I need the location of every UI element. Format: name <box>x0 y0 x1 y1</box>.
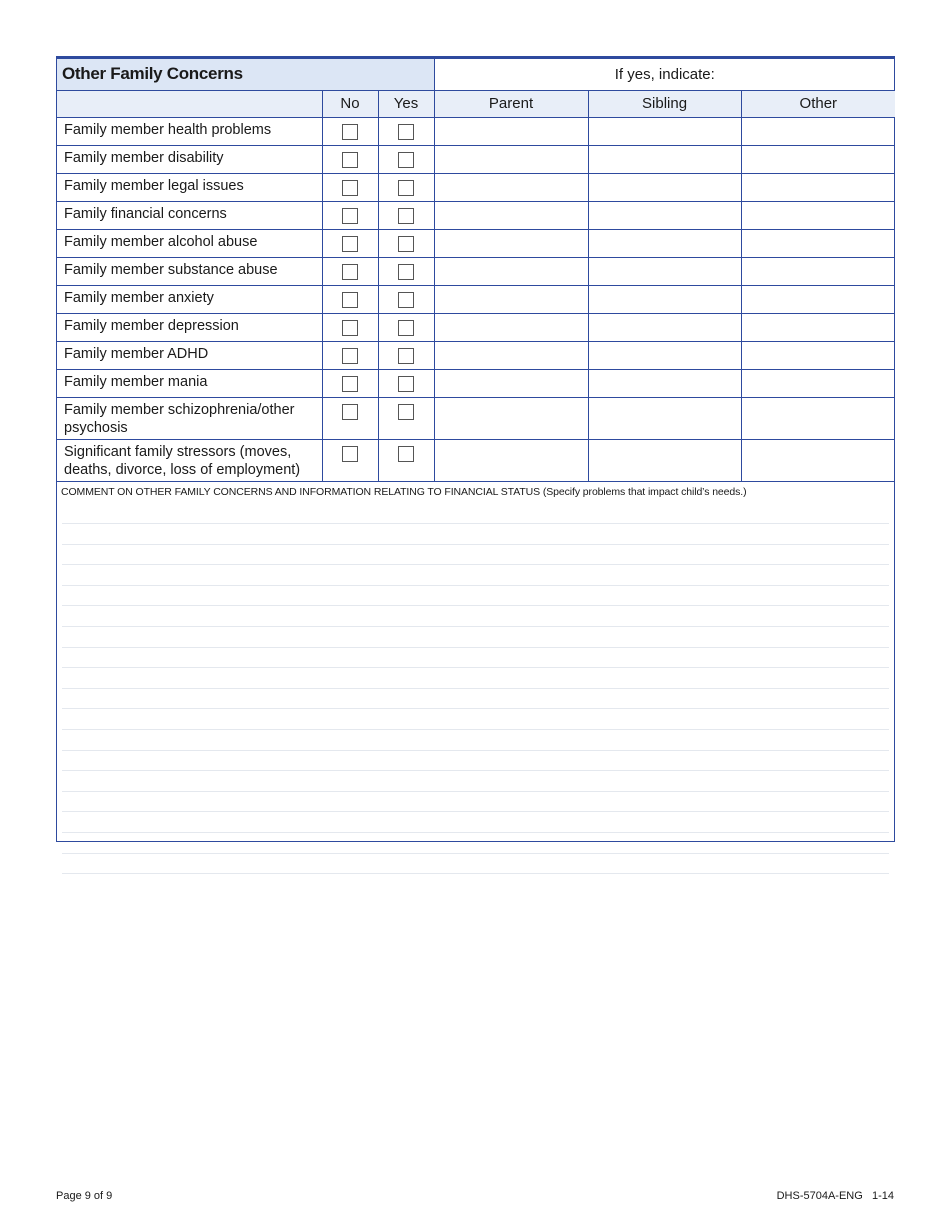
comments-area[interactable] <box>57 482 894 875</box>
sibling-field[interactable] <box>588 341 741 369</box>
no-checkbox[interactable] <box>342 180 358 196</box>
comment-line[interactable] <box>62 730 889 751</box>
no-checkbox[interactable] <box>342 208 358 224</box>
comment-lines[interactable] <box>62 504 889 875</box>
col-parent: Parent <box>434 90 588 117</box>
comment-line[interactable] <box>62 504 889 525</box>
parent-field[interactable] <box>434 397 588 439</box>
comment-line[interactable] <box>62 648 889 669</box>
row-label: Family member legal issues <box>57 173 322 201</box>
form-id: DHS-5704A-ENG 1-14 <box>776 1190 894 1202</box>
table-row <box>57 285 895 313</box>
parent-field[interactable] <box>434 145 588 173</box>
no-checkbox[interactable] <box>342 348 358 364</box>
sibling-field[interactable] <box>588 257 741 285</box>
yes-checkbox[interactable] <box>398 320 414 336</box>
section-title: Other Family Concerns <box>57 59 434 90</box>
sibling-field[interactable] <box>588 285 741 313</box>
yes-checkbox[interactable] <box>398 124 414 140</box>
comment-line[interactable] <box>62 854 889 875</box>
no-checkbox[interactable] <box>342 236 358 252</box>
table-row <box>57 341 895 369</box>
row-label: Family member alcohol abuse <box>57 229 322 257</box>
other-field[interactable] <box>741 341 895 369</box>
comment-line[interactable] <box>62 771 889 792</box>
row-label: Family member schizophrenia/other psychosis <box>57 397 322 439</box>
table-row <box>57 313 895 341</box>
parent-field[interactable] <box>434 117 588 145</box>
no-checkbox[interactable] <box>342 404 358 420</box>
other-field[interactable] <box>741 173 895 201</box>
parent-field[interactable] <box>434 257 588 285</box>
no-checkbox[interactable] <box>342 292 358 308</box>
if-yes-label: If yes, indicate: <box>434 59 895 90</box>
col-sibling: Sibling <box>588 90 741 117</box>
table-row <box>57 117 895 145</box>
comment-line[interactable] <box>62 565 889 586</box>
other-field[interactable] <box>741 439 895 481</box>
table-row <box>57 397 895 439</box>
other-field[interactable] <box>741 369 895 397</box>
table-row <box>57 145 895 173</box>
sibling-field[interactable] <box>588 439 741 481</box>
parent-field[interactable] <box>434 229 588 257</box>
yes-checkbox[interactable] <box>398 152 414 168</box>
no-checkbox[interactable] <box>342 446 358 462</box>
table-row <box>57 257 895 285</box>
comment-line[interactable] <box>62 627 889 648</box>
row-label: Family member disability <box>57 145 322 173</box>
parent-field[interactable] <box>434 285 588 313</box>
parent-field[interactable] <box>434 201 588 229</box>
comment-line[interactable] <box>62 545 889 566</box>
table-row <box>57 229 895 257</box>
other-field[interactable] <box>741 201 895 229</box>
comments-label: COMMENT ON OTHER FAMILY CONCERNS AND INFORMATION RELATING TO FINANCIAL STATUS (Specify problems that impact child’s needs.) <box>61 485 747 498</box>
other-field[interactable] <box>741 397 895 439</box>
row-label: Family financial concerns <box>57 201 322 229</box>
family-concerns-form <box>56 56 895 842</box>
sibling-field[interactable] <box>588 117 741 145</box>
sibling-field[interactable] <box>588 173 741 201</box>
family-concerns-table <box>57 59 895 482</box>
yes-checkbox[interactable] <box>398 292 414 308</box>
col-yes: Yes <box>378 90 434 117</box>
row-label: Family member ADHD <box>57 341 322 369</box>
no-checkbox[interactable] <box>342 124 358 140</box>
yes-checkbox[interactable] <box>398 264 414 280</box>
sibling-field[interactable] <box>588 397 741 439</box>
yes-checkbox[interactable] <box>398 180 414 196</box>
no-checkbox[interactable] <box>342 376 358 392</box>
comment-line[interactable] <box>62 524 889 545</box>
row-label: Family member substance abuse <box>57 257 322 285</box>
other-field[interactable] <box>741 313 895 341</box>
row-label: Family member anxiety <box>57 285 322 313</box>
sibling-field[interactable] <box>588 313 741 341</box>
comment-line[interactable] <box>62 668 889 689</box>
page-number: Page 9 of 9 <box>56 1190 113 1202</box>
sibling-field[interactable] <box>588 369 741 397</box>
comment-line[interactable] <box>62 751 889 772</box>
yes-checkbox[interactable] <box>398 446 414 462</box>
sibling-field[interactable] <box>588 229 741 257</box>
row-label: Family member depression <box>57 313 322 341</box>
other-field[interactable] <box>741 229 895 257</box>
other-field[interactable] <box>741 285 895 313</box>
yes-checkbox[interactable] <box>398 236 414 252</box>
table-row <box>57 439 895 481</box>
sibling-field[interactable] <box>588 145 741 173</box>
sibling-field[interactable] <box>588 201 741 229</box>
yes-checkbox[interactable] <box>398 348 414 364</box>
blank-header <box>57 90 322 117</box>
other-field[interactable] <box>741 257 895 285</box>
parent-field[interactable] <box>434 341 588 369</box>
table-row <box>57 369 895 397</box>
no-checkbox[interactable] <box>342 264 358 280</box>
parent-field[interactable] <box>434 369 588 397</box>
row-label: Family member mania <box>57 369 322 397</box>
comment-line[interactable] <box>62 586 889 607</box>
table-row <box>57 201 895 229</box>
yes-checkbox[interactable] <box>398 376 414 392</box>
comment-line[interactable] <box>62 606 889 627</box>
yes-checkbox[interactable] <box>398 404 414 420</box>
comment-line[interactable] <box>62 709 889 730</box>
other-field[interactable] <box>741 145 895 173</box>
parent-field[interactable] <box>434 173 588 201</box>
other-field[interactable] <box>741 117 895 145</box>
column-header-row <box>57 90 895 117</box>
parent-field[interactable] <box>434 313 588 341</box>
col-other: Other <box>741 90 895 117</box>
comment-line[interactable] <box>62 689 889 710</box>
row-label: Significant family stressors (moves, deaths, divorce, loss of employment) <box>57 439 322 481</box>
comment-line[interactable] <box>62 812 889 833</box>
no-checkbox[interactable] <box>342 152 358 168</box>
yes-checkbox[interactable] <box>398 208 414 224</box>
comment-line[interactable] <box>62 833 889 854</box>
comment-line[interactable] <box>62 792 889 813</box>
row-label: Family member health problems <box>57 117 322 145</box>
table-row <box>57 173 895 201</box>
parent-field[interactable] <box>434 439 588 481</box>
col-no: No <box>322 90 378 117</box>
no-checkbox[interactable] <box>342 320 358 336</box>
